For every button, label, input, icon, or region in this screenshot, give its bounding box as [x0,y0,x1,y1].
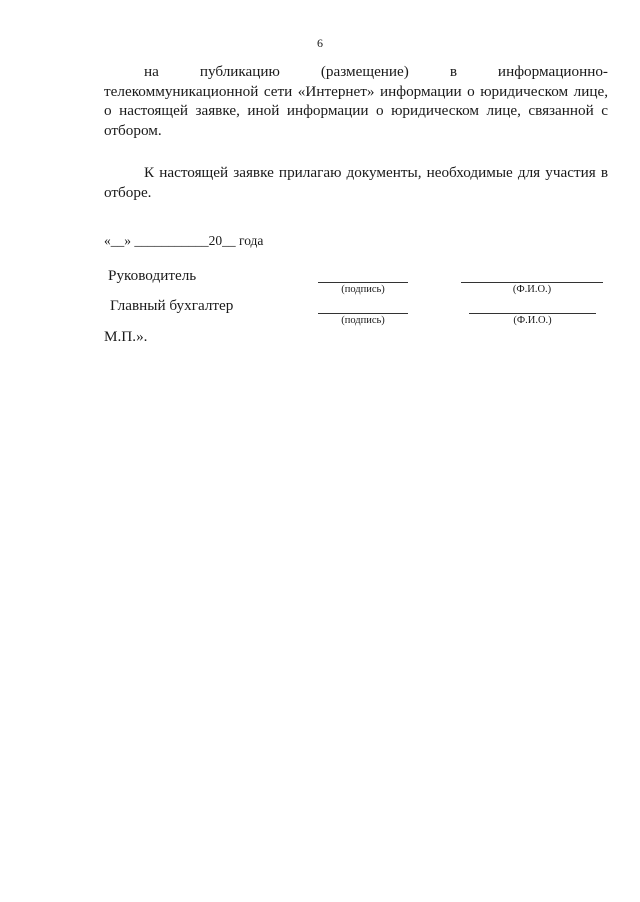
stamp-place-label: М.П.». [104,328,148,345]
accountant-role-label: Главный бухгалтер [110,297,234,314]
date-line: «__» ___________20__ года [104,233,264,248]
page-number: 6 [317,36,323,50]
accountant-name-line [469,313,596,314]
consent-paragraph: на публикацию (размещение) в информационно-телекоммуникационной сети «Интернет» информации о юридическом лице, о настоящей заявке, иной информации о юридическом лице, связанной с отбором. [104,63,608,139]
accountant-signature-line [318,313,408,314]
head-name-caption: (Ф.И.О.) [512,284,552,295]
head-role-label: Руководитель [108,267,197,284]
attachments-paragraph: К настоящей заявке прилагаю документы, необходимые для участия в отборе. [104,164,608,201]
head-name-line [461,282,603,283]
head-signature-caption: (подпись) [341,284,385,295]
head-signature-line [318,282,408,283]
accountant-name-caption: (Ф.И.О.) [513,315,552,326]
accountant-signature-caption: (подпись) [341,315,385,326]
